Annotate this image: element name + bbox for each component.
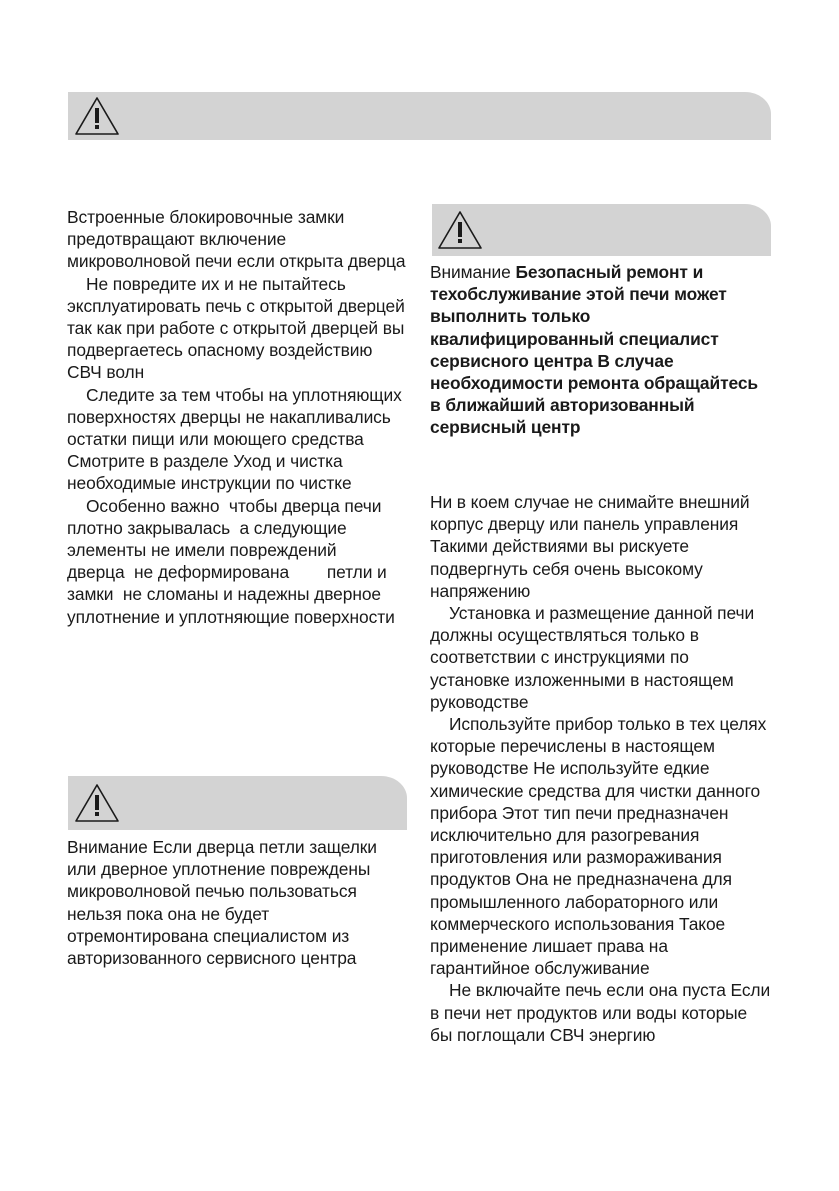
warning-lead: Внимание <box>430 262 516 282</box>
left-paragraph-2: Не повредите их и не пытайтесь эксплуатировать печь с открытой дверцей так как при работе с открытой дверцей вы подвергаетесь опасному воздействию СВЧ волн <box>67 273 405 383</box>
left-warning-paragraph: Внимание Если дверца петли защелки или дверное уплотнение повреждены микроволновой печью пользоваться нельзя пока она не будет отремонтирована специалистом из авторизованного сервисного центра <box>67 837 377 969</box>
left-paragraph-4: Особенно важно чтобы дверца печи плотно закрывалась а следующие элементы не имели повреждений дверца не деформирована петли и замки не сломаны и надежны дверное уплотнение и уплотняющие поверхности <box>67 495 395 627</box>
right-paragraph-4: Не включайте печь если она пуста Если в печи нет продуктов или воды которые бы поглощали СВЧ энергию <box>430 980 771 1045</box>
left-column <box>67 206 410 628</box>
left-paragraph-3: Следите за тем чтобы на уплотняющих поверхностях дверцы не накапливались остатки пищи или моющего средства Смотрите в разделе Уход и чистка необходимые инструкции по чистке <box>67 384 402 494</box>
warning-triangle-icon <box>437 210 483 250</box>
left-paragraph-1: Встроенные блокировочные замки предотвращают включение микроволновой печи если открыта дверца <box>67 207 406 272</box>
warning-triangle-icon <box>74 96 120 136</box>
right-paragraph-2: Установка и размещение данной печи должны осуществляться только в соответствии с инструкциями по установке изложенными в настоящем руководстве <box>430 603 755 712</box>
top-warning-banner <box>68 92 771 140</box>
right-column <box>430 491 772 1046</box>
warning-triangle-icon <box>74 783 120 823</box>
warning-bold-text: Безопасный ремонт и техобслуживание этой печи может выполнить только квалифицированный специалист сервисного центра В случае необходимости ремонта обращайтесь в ближайший авторизованный сервисный центр <box>430 262 758 438</box>
left-warning-text <box>67 836 410 969</box>
right-warning-paragraph <box>430 261 772 439</box>
right-paragraph-1: Ни в коем случае не снимайте внешний корпус дверцу или панель управления Такими действиями вы рискуете подвергнуть себя очень высокому напряжению <box>430 492 750 601</box>
right-warning-text <box>430 261 772 439</box>
right-paragraph-3: Используйте прибор только в тех целях которые перечислены в настоящем руководстве Не используйте едкие химические средства для чистки данного прибора Этот тип печи предназначен исключительно для разогревания приготовления или размораживания продуктов Она не предназначена для промышленного лабораторного или коммерческого использования Такое применение лишает права на гарантийное обслуживание <box>430 714 767 979</box>
